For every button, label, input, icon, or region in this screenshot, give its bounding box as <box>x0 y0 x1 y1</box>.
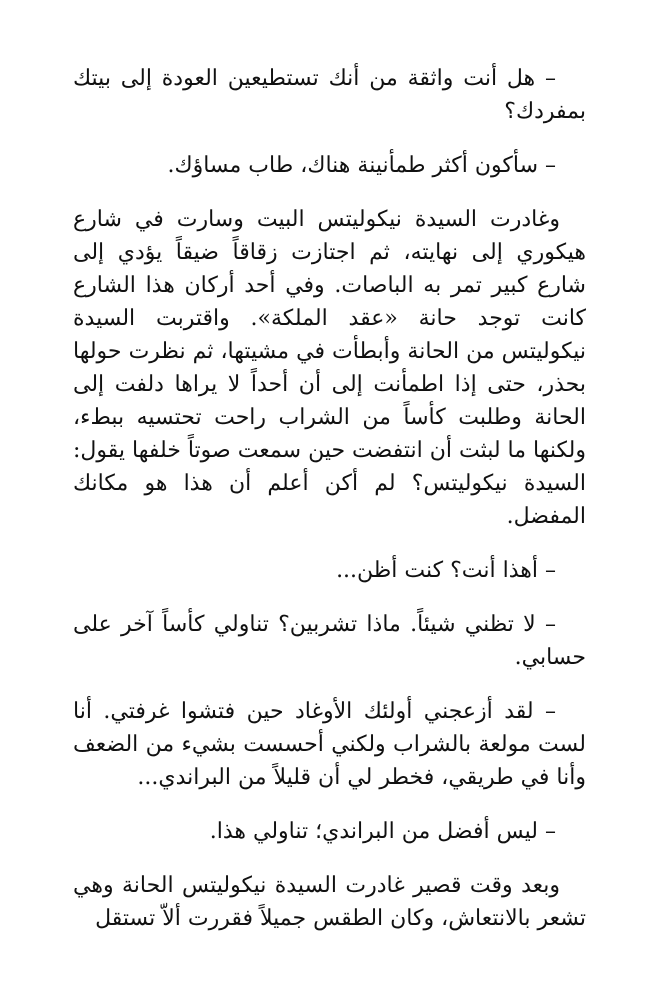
dialog-line: – لا تظني شيئاً. ماذا تشربين؟ تناولي كأساً آخر على حسابي. <box>73 612 586 670</box>
book-page <box>73 62 586 956</box>
dialog-line: – سأكون أكثر طمأنينة هناك، طاب مساؤك. <box>167 153 556 178</box>
narrative-paragraph: وغادرت السيدة نيكوليتس البيت وسارت في شارع هيكوري إلى نهايته، ثم اجتازت زقاقاً ضيقاً يؤدي إلى شارع كبير تمر به الباصات. وفي أحد أركان هذا الشارع كانت توجد حانة «عقد الملكة». واقتربت السيدة نيكوليتس من الحانة وأبطأت في مشيتها، ثم نظرت حولها بحذر، حتى إذا اطمأنت إلى أن أحداً لا يراها دلفت إلى الحانة وطلبت كأساً من الشراب راحت تحتسيه ببطء، ولكنها ما لبثت أن انتفضت حين سمعت صوتاً خلفها يقول: السيدة نيكوليتس؟ لم أكن أعلم أن هذا هو مكانك المفضل. <box>72 207 586 529</box>
dialog-line: – أهذا أنت؟ كنت أظن... <box>336 558 556 583</box>
narrative-paragraph: وبعد وقت قصير غادرت السيدة نيكوليتس الحانة وهي تشعر بالانتعاش، وكان الطقس جميلاً فقررت ألاّ تستقل <box>73 873 586 931</box>
dialog-line: – هل أنت واثقة من أنك تستطيعين العودة إلى بيتك بمفردك؟ <box>73 66 586 124</box>
dialog-line: – لقد أزعجني أولئك الأوغاد حين فتشوا غرفتي. أنا لست مولعة بالشراب ولكني أحسست بشيء من الضعف وأنا في طريقي، فخطر لي أن قليلاً من البراندي... <box>73 699 586 790</box>
dialog-line: – ليس أفضل من البراندي؛ تناولي هذا. <box>209 819 556 844</box>
